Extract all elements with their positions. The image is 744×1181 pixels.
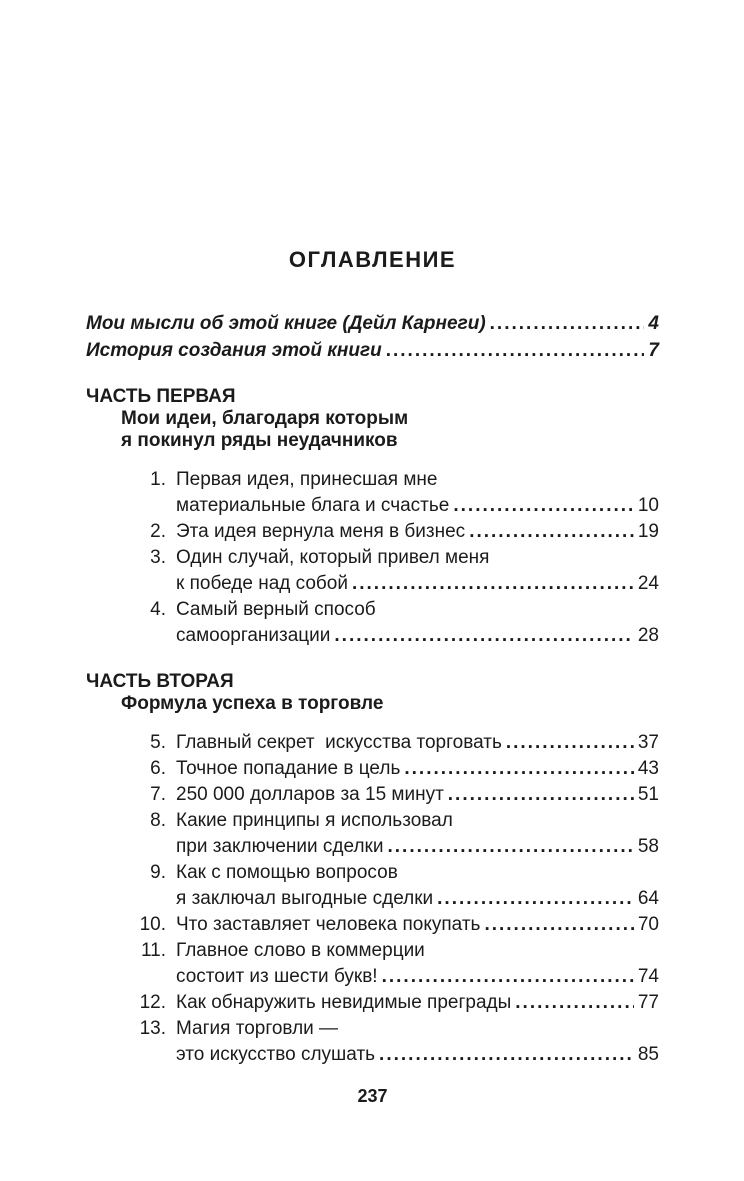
chapter-page-number: 77 bbox=[637, 992, 659, 1013]
toc-chapter bbox=[86, 730, 659, 756]
toc-entry bbox=[86, 337, 659, 364]
chapter-title-line: Как с помощью вопросов bbox=[176, 862, 398, 883]
chapter-list bbox=[86, 730, 659, 1068]
chapter-body bbox=[176, 782, 659, 808]
chapter-number: 9. bbox=[150, 862, 166, 883]
chapter-last-line bbox=[176, 730, 659, 756]
part-subtitle-line: Формула успеха в торговле bbox=[121, 693, 384, 714]
toc-chapter bbox=[86, 1016, 659, 1068]
toc-chapter bbox=[86, 545, 659, 597]
chapter-page-number: 19 bbox=[637, 521, 659, 542]
chapter-body bbox=[176, 730, 659, 756]
chapter-number: 5. bbox=[150, 732, 166, 753]
dot-leader bbox=[484, 912, 633, 938]
chapter-number: 8. bbox=[150, 810, 166, 831]
chapter-last-line bbox=[176, 519, 659, 545]
toc-entry bbox=[86, 310, 659, 337]
chapter-title-line: самоорганизации bbox=[176, 625, 331, 646]
chapter-title-line: Эта идея вернула меня в бизнес bbox=[176, 521, 466, 542]
chapter-page-number: 64 bbox=[637, 888, 659, 909]
dot-leader bbox=[404, 756, 634, 782]
chapter-last-line bbox=[176, 493, 659, 519]
dot-leader bbox=[352, 571, 634, 597]
chapter-body bbox=[176, 860, 659, 912]
toc-chapter bbox=[86, 990, 659, 1016]
chapter-number: 6. bbox=[150, 758, 166, 779]
chapter-title-line: Один случай, который привел меня bbox=[176, 547, 490, 568]
chapter-title-line: это искусство слушать bbox=[176, 1044, 376, 1065]
dot-leader bbox=[469, 519, 634, 545]
chapter-title-line: Какие принципы я использовал bbox=[176, 810, 453, 831]
chapter-number: 10. bbox=[139, 914, 166, 935]
chapter-body bbox=[176, 1016, 659, 1068]
chapter-last-line bbox=[176, 623, 659, 649]
chapter-last-line bbox=[176, 571, 659, 597]
chapter-body bbox=[176, 808, 659, 860]
toc-chapter bbox=[86, 597, 659, 649]
chapter-page-number: 37 bbox=[637, 732, 659, 753]
chapter-body bbox=[176, 990, 659, 1016]
toc-chapter bbox=[86, 938, 659, 990]
part-section-2 bbox=[86, 671, 659, 1068]
chapter-last-line bbox=[176, 834, 659, 860]
chapter-title-line: Точное попадание в цель bbox=[176, 758, 401, 779]
part-subtitle-line: Мои идеи, благодаря которым bbox=[121, 408, 409, 429]
dot-leader bbox=[515, 990, 634, 1016]
chapter-list bbox=[86, 467, 659, 649]
chapter-title-line: 250 000 долларов за 15 минут bbox=[176, 784, 444, 805]
chapter-page-number: 51 bbox=[637, 784, 659, 805]
part-heading: ЧАСТЬ ПЕРВАЯ bbox=[86, 386, 236, 407]
chapter-number: 7. bbox=[150, 784, 166, 805]
dot-leader bbox=[387, 834, 633, 860]
chapter-body bbox=[176, 938, 659, 990]
chapter-last-line bbox=[176, 912, 659, 938]
chapter-title-line: я заключал выгодные сделки bbox=[176, 888, 434, 909]
chapter-page-number: 24 bbox=[637, 573, 659, 594]
dot-leader bbox=[490, 310, 645, 337]
chapter-page-number: 28 bbox=[637, 625, 659, 646]
chapter-page-number: 85 bbox=[637, 1044, 659, 1065]
chapter-title-line: состоит из шести букв! bbox=[176, 966, 378, 987]
dot-leader bbox=[379, 1042, 634, 1068]
front-matter-section bbox=[86, 310, 659, 364]
chapter-title-line: к победе над собой bbox=[176, 573, 348, 594]
chapter-title-line: Главный секрет искусства торговать bbox=[176, 732, 502, 753]
chapter-last-line bbox=[176, 756, 659, 782]
dot-leader bbox=[382, 964, 634, 990]
chapter-body bbox=[176, 519, 659, 545]
entry-title: История создания этой книги bbox=[86, 340, 382, 361]
chapter-number: 4. bbox=[150, 599, 166, 620]
chapter-title-line: при заключении сделки bbox=[176, 836, 384, 857]
chapter-body bbox=[176, 597, 659, 649]
dot-leader bbox=[453, 493, 634, 519]
folio-page-number: 237 bbox=[357, 1086, 388, 1106]
chapter-title-line: материальные блага и счастье bbox=[176, 495, 450, 516]
chapter-body bbox=[176, 912, 659, 938]
entry-page-number: 7 bbox=[648, 340, 659, 361]
toc-chapter bbox=[86, 519, 659, 545]
chapter-title-line: Главное слово в коммерции bbox=[176, 940, 425, 961]
chapter-last-line bbox=[176, 782, 659, 808]
toc-chapter bbox=[86, 808, 659, 860]
chapter-body bbox=[176, 545, 659, 597]
chapter-number: 13. bbox=[139, 1018, 166, 1039]
chapter-title-line: Магия торговли — bbox=[176, 1018, 339, 1039]
part-heading: ЧАСТЬ ВТОРАЯ bbox=[86, 671, 234, 692]
chapter-number: 12. bbox=[139, 992, 166, 1013]
dot-leader bbox=[386, 337, 645, 364]
chapter-page-number: 74 bbox=[637, 966, 659, 987]
chapter-page-number: 10 bbox=[637, 495, 659, 516]
toc-chapter bbox=[86, 467, 659, 519]
chapter-page-number: 43 bbox=[637, 758, 659, 779]
toc-chapter bbox=[86, 912, 659, 938]
chapter-last-line bbox=[176, 886, 659, 912]
chapter-number: 1. bbox=[150, 469, 166, 490]
part-subtitle-line: я покинул ряды неудачников bbox=[121, 430, 398, 451]
chapter-number: 11. bbox=[140, 940, 166, 961]
chapter-title-line: Самый верный способ bbox=[176, 599, 376, 620]
entry-page-number: 4 bbox=[648, 313, 659, 334]
dot-leader bbox=[334, 623, 633, 649]
dot-leader bbox=[437, 886, 634, 912]
chapter-title-line: Первая идея, принесшая мне bbox=[176, 469, 438, 490]
chapter-last-line bbox=[176, 990, 659, 1016]
chapter-number: 2. bbox=[150, 521, 166, 542]
chapter-title-line: Что заставляет человека покупать bbox=[176, 914, 481, 935]
toc-chapter bbox=[86, 860, 659, 912]
part-section-1 bbox=[86, 386, 659, 649]
chapter-title-line: Как обнаружить невидимые преграды bbox=[176, 992, 512, 1013]
chapter-page-number: 58 bbox=[637, 836, 659, 857]
chapter-body bbox=[176, 756, 659, 782]
dot-leader bbox=[506, 730, 634, 756]
chapter-number: 3. bbox=[150, 547, 166, 568]
chapter-page-number: 70 bbox=[637, 914, 659, 935]
chapter-last-line bbox=[176, 964, 659, 990]
page-title: ОГЛАВЛЕНИЕ bbox=[288, 247, 457, 272]
chapter-last-line bbox=[176, 1042, 659, 1068]
toc-chapter bbox=[86, 756, 659, 782]
toc-chapter bbox=[86, 782, 659, 808]
entry-title: Мои мысли об этой книге (Дейл Карнеги) bbox=[86, 313, 486, 334]
dot-leader bbox=[448, 782, 634, 808]
chapter-body bbox=[176, 467, 659, 519]
